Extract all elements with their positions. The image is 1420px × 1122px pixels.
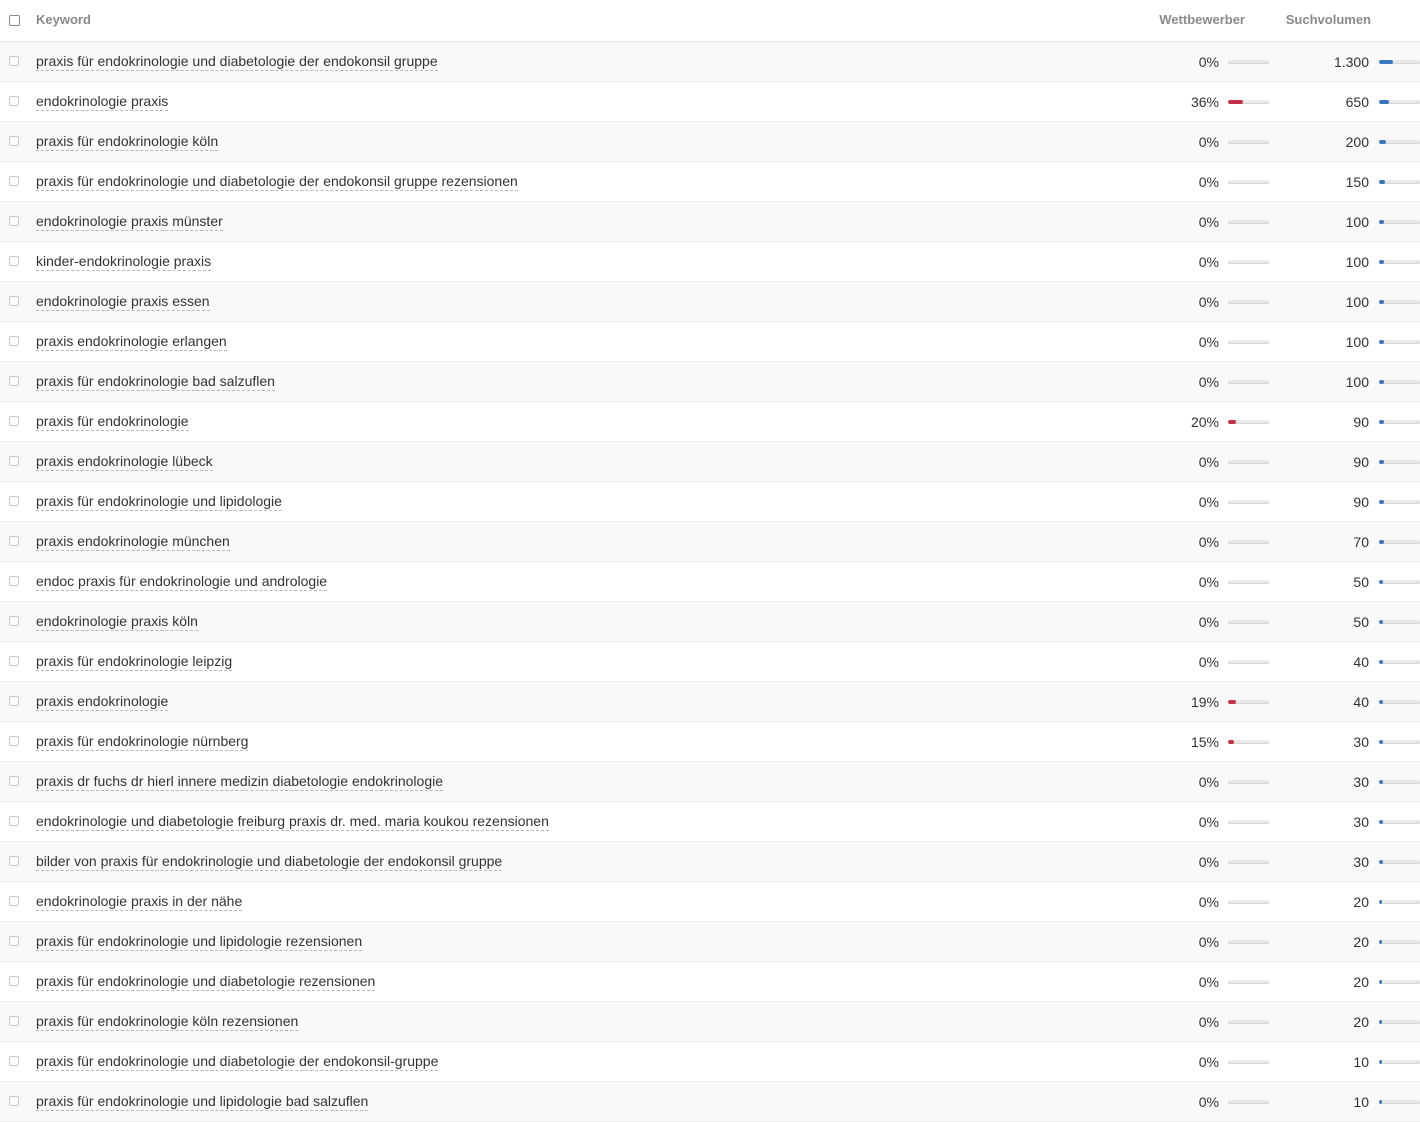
volume-value: 150 xyxy=(1345,174,1369,190)
keyword-link[interactable]: praxis für endokrinologie leipzig xyxy=(36,653,233,669)
keyword-link[interactable]: endokrinologie praxis köln xyxy=(36,613,198,629)
volume-bar xyxy=(1379,860,1420,864)
volume-bar xyxy=(1379,540,1420,544)
volume-bar xyxy=(1379,380,1420,384)
competition-value: 0% xyxy=(1198,654,1219,670)
volume-bar xyxy=(1379,740,1420,744)
competition-value: 0% xyxy=(1198,814,1219,830)
volume-bar-fill xyxy=(1379,820,1383,824)
volume-bar xyxy=(1379,580,1420,584)
table-row xyxy=(0,842,1420,882)
keyword-link[interactable]: kinder-endokrinologie praxis xyxy=(36,253,212,269)
volume-value: 200 xyxy=(1345,134,1369,150)
row-checkbox[interactable] xyxy=(9,936,19,946)
competition-bar xyxy=(1228,220,1269,224)
row-checkbox[interactable] xyxy=(9,456,19,466)
volume-bar-fill xyxy=(1379,460,1384,464)
volume-bar xyxy=(1379,60,1420,64)
competition-value: 0% xyxy=(1198,974,1219,990)
competition-value: 0% xyxy=(1198,894,1219,910)
row-checkbox[interactable] xyxy=(9,1016,19,1026)
competition-value: 20% xyxy=(1190,414,1219,430)
keyword-link[interactable]: praxis dr fuchs dr hierl innere medizin diabetologie endokrinologie xyxy=(36,773,444,789)
table-body xyxy=(0,42,1420,1122)
table-row xyxy=(0,682,1420,722)
keyword-link[interactable]: endokrinologie praxis in der nähe xyxy=(36,893,243,909)
volume-bar-fill xyxy=(1379,180,1385,184)
keyword-link[interactable]: endokrinologie praxis münster xyxy=(36,213,223,229)
volume-value: 30 xyxy=(1353,854,1369,870)
volume-bar xyxy=(1379,140,1420,144)
volume-bar-fill xyxy=(1379,100,1389,104)
row-checkbox[interactable] xyxy=(9,776,19,786)
volume-bar-fill xyxy=(1379,380,1384,384)
keyword-link[interactable]: praxis endokrinologie xyxy=(36,693,169,709)
competition-bar xyxy=(1228,420,1269,424)
table-row xyxy=(0,1002,1420,1042)
keyword-link[interactable]: bilder von praxis für endokrinologie und diabetologie der endokonsil gruppe xyxy=(36,853,503,869)
row-checkbox[interactable] xyxy=(9,416,19,426)
volume-bar-fill xyxy=(1379,780,1383,784)
keyword-link[interactable]: praxis für endokrinologie und diabetologie der endokonsil gruppe rezensionen xyxy=(36,173,518,189)
volume-value: 100 xyxy=(1345,334,1369,350)
competition-bar-fill xyxy=(1228,700,1236,704)
competition-column-header[interactable]: Wettbewerber xyxy=(1159,12,1245,27)
competition-value: 0% xyxy=(1198,214,1219,230)
row-checkbox[interactable] xyxy=(9,216,19,226)
table-row xyxy=(0,322,1420,362)
competition-value: 0% xyxy=(1198,574,1219,590)
volume-column-header[interactable]: Suchvolumen xyxy=(1285,12,1371,27)
volume-bar xyxy=(1379,460,1420,464)
table-row xyxy=(0,442,1420,482)
competition-value: 36% xyxy=(1190,94,1219,110)
volume-value: 20 xyxy=(1353,934,1369,950)
competition-bar xyxy=(1228,620,1269,624)
competition-value: 0% xyxy=(1198,774,1219,790)
volume-value: 100 xyxy=(1345,374,1369,390)
row-checkbox[interactable] xyxy=(9,736,19,746)
keyword-link[interactable]: praxis für endokrinologie xyxy=(36,413,189,429)
row-checkbox[interactable] xyxy=(9,376,19,386)
keyword-link[interactable]: praxis für endokrinologie köln xyxy=(36,133,219,149)
volume-value: 100 xyxy=(1345,214,1369,230)
volume-bar-fill xyxy=(1379,260,1384,264)
keyword-column-header[interactable]: Keyword xyxy=(36,12,91,27)
competition-bar-fill xyxy=(1228,740,1234,744)
volume-bar-fill xyxy=(1379,220,1384,224)
competition-bar xyxy=(1228,380,1269,384)
volume-bar-fill xyxy=(1379,300,1384,304)
keyword-link[interactable]: praxis endokrinologie erlangen xyxy=(36,333,227,349)
volume-value: 30 xyxy=(1353,734,1369,750)
volume-bar xyxy=(1379,1060,1420,1064)
competition-bar xyxy=(1228,900,1269,904)
keyword-link[interactable]: praxis für endokrinologie und lipidologie bad salzuflen xyxy=(36,1093,369,1109)
volume-value: 90 xyxy=(1353,454,1369,470)
table-row xyxy=(0,1082,1420,1122)
keyword-link[interactable]: endoc praxis für endokrinologie und andrologie xyxy=(36,573,328,589)
volume-value: 20 xyxy=(1353,974,1369,990)
row-checkbox[interactable] xyxy=(9,136,19,146)
table-row xyxy=(0,82,1420,122)
volume-value: 30 xyxy=(1353,814,1369,830)
volume-value: 1.300 xyxy=(1333,54,1369,70)
competition-value: 0% xyxy=(1198,1094,1219,1110)
competition-bar-fill xyxy=(1228,420,1236,424)
volume-bar-fill xyxy=(1379,340,1384,344)
volume-bar-fill xyxy=(1379,1100,1382,1104)
table-row xyxy=(0,522,1420,562)
competition-value: 0% xyxy=(1198,854,1219,870)
table-row xyxy=(0,282,1420,322)
keyword-link[interactable]: praxis für endokrinologie und diabetologie der endokonsil gruppe xyxy=(36,53,438,69)
table-row xyxy=(0,722,1420,762)
volume-bar xyxy=(1379,180,1420,184)
competition-bar xyxy=(1228,340,1269,344)
row-checkbox[interactable] xyxy=(9,296,19,306)
volume-value: 20 xyxy=(1353,1014,1369,1030)
volume-value: 650 xyxy=(1345,94,1369,110)
keyword-link[interactable]: praxis für endokrinologie und diabetologie der endokonsil-gruppe xyxy=(36,1053,439,1069)
volume-bar-fill xyxy=(1379,500,1384,504)
row-checkbox[interactable] xyxy=(9,976,19,986)
competition-bar xyxy=(1228,780,1269,784)
volume-bar xyxy=(1379,420,1420,424)
row-checkbox[interactable] xyxy=(9,96,19,106)
volume-bar-fill xyxy=(1379,140,1386,144)
row-checkbox[interactable] xyxy=(9,496,19,506)
keyword-link[interactable]: praxis für endokrinologie und lipidologie rezensionen xyxy=(36,933,363,949)
keyword-link[interactable]: endokrinologie praxis essen xyxy=(36,293,210,309)
competition-bar xyxy=(1228,140,1269,144)
keyword-link[interactable]: praxis endokrinologie lübeck xyxy=(36,453,213,469)
table-row xyxy=(0,882,1420,922)
competition-value: 0% xyxy=(1198,534,1219,550)
competition-value: 0% xyxy=(1198,934,1219,950)
table-row xyxy=(0,602,1420,642)
table-row xyxy=(0,762,1420,802)
volume-bar-fill xyxy=(1379,420,1384,424)
table-row xyxy=(0,162,1420,202)
table-row xyxy=(0,122,1420,162)
volume-bar xyxy=(1379,220,1420,224)
volume-bar xyxy=(1379,980,1420,984)
competition-bar xyxy=(1228,500,1269,504)
competition-value: 0% xyxy=(1198,494,1219,510)
table-row xyxy=(0,482,1420,522)
table-row xyxy=(0,402,1420,442)
volume-value: 40 xyxy=(1353,654,1369,670)
row-checkbox[interactable] xyxy=(9,616,19,626)
competition-bar xyxy=(1228,180,1269,184)
volume-value: 90 xyxy=(1353,414,1369,430)
volume-bar-fill xyxy=(1379,580,1383,584)
row-checkbox[interactable] xyxy=(9,536,19,546)
volume-bar-fill xyxy=(1379,900,1382,904)
competition-value: 0% xyxy=(1198,174,1219,190)
keyword-link[interactable]: praxis für endokrinologie köln rezensionen xyxy=(36,1013,299,1029)
competition-value: 0% xyxy=(1198,454,1219,470)
volume-value: 40 xyxy=(1353,694,1369,710)
row-checkbox[interactable] xyxy=(9,696,19,706)
volume-bar-fill xyxy=(1379,620,1383,624)
competition-value: 0% xyxy=(1198,294,1219,310)
row-checkbox[interactable] xyxy=(9,896,19,906)
volume-bar xyxy=(1379,340,1420,344)
volume-bar xyxy=(1379,1020,1420,1024)
row-checkbox[interactable] xyxy=(9,576,19,586)
row-checkbox[interactable] xyxy=(9,656,19,666)
volume-bar xyxy=(1379,620,1420,624)
competition-value: 0% xyxy=(1198,54,1219,70)
keyword-link[interactable]: praxis für endokrinologie und diabetologie rezensionen xyxy=(36,973,376,989)
table-row xyxy=(0,562,1420,602)
keyword-link[interactable]: praxis für endokrinologie bad salzuflen xyxy=(36,373,275,389)
competition-bar xyxy=(1228,940,1269,944)
volume-bar-fill xyxy=(1379,700,1383,704)
volume-bar xyxy=(1379,820,1420,824)
competition-value: 0% xyxy=(1198,334,1219,350)
table-row xyxy=(0,1042,1420,1082)
volume-value: 50 xyxy=(1353,614,1369,630)
volume-value: 100 xyxy=(1345,294,1369,310)
competition-bar xyxy=(1228,980,1269,984)
table-row xyxy=(0,962,1420,1002)
volume-bar xyxy=(1379,500,1420,504)
volume-bar xyxy=(1379,100,1420,104)
volume-bar xyxy=(1379,260,1420,264)
volume-value: 10 xyxy=(1353,1094,1369,1110)
row-checkbox[interactable] xyxy=(9,336,19,346)
competition-value: 15% xyxy=(1190,734,1219,750)
volume-bar xyxy=(1379,660,1420,664)
competition-value: 0% xyxy=(1198,254,1219,270)
table-row xyxy=(0,42,1420,82)
row-checkbox[interactable] xyxy=(9,856,19,866)
volume-value: 20 xyxy=(1353,894,1369,910)
table-row xyxy=(0,362,1420,402)
keyword-link[interactable]: praxis für endokrinologie nürnberg xyxy=(36,733,249,749)
volume-bar-fill xyxy=(1379,660,1383,664)
volume-bar xyxy=(1379,780,1420,784)
competition-value: 0% xyxy=(1198,1014,1219,1030)
competition-bar-fill xyxy=(1228,100,1243,104)
competition-bar xyxy=(1228,820,1269,824)
competition-bar xyxy=(1228,740,1269,744)
row-checkbox[interactable] xyxy=(9,56,19,66)
competition-bar xyxy=(1228,460,1269,464)
competition-bar xyxy=(1228,260,1269,264)
competition-value: 0% xyxy=(1198,134,1219,150)
volume-value: 30 xyxy=(1353,774,1369,790)
competition-bar xyxy=(1228,540,1269,544)
volume-value: 50 xyxy=(1353,574,1369,590)
table-header xyxy=(0,0,1420,42)
volume-bar xyxy=(1379,700,1420,704)
volume-value: 10 xyxy=(1353,1054,1369,1070)
keyword-link[interactable]: endokrinologie und diabetologie freiburg praxis dr. med. maria koukou rezensionen xyxy=(36,813,549,829)
table-row xyxy=(0,922,1420,962)
volume-bar xyxy=(1379,1100,1420,1104)
competition-bar xyxy=(1228,860,1269,864)
competition-bar xyxy=(1228,300,1269,304)
table-row xyxy=(0,802,1420,842)
volume-bar-fill xyxy=(1379,940,1382,944)
competition-value: 0% xyxy=(1198,374,1219,390)
competition-bar xyxy=(1228,1060,1269,1064)
volume-value: 90 xyxy=(1353,494,1369,510)
volume-bar-fill xyxy=(1379,1020,1382,1024)
competition-bar xyxy=(1228,1020,1269,1024)
volume-bar-fill xyxy=(1379,980,1382,984)
keyword-link[interactable]: endokrinologie praxis xyxy=(36,93,169,109)
volume-bar-fill xyxy=(1379,60,1393,64)
volume-value: 70 xyxy=(1353,534,1369,550)
competition-value: 19% xyxy=(1190,694,1219,710)
row-checkbox[interactable] xyxy=(9,176,19,186)
competition-bar xyxy=(1228,60,1269,64)
row-checkbox[interactable] xyxy=(9,1056,19,1066)
volume-value: 100 xyxy=(1345,254,1369,270)
volume-bar xyxy=(1379,300,1420,304)
table-row xyxy=(0,202,1420,242)
competition-bar xyxy=(1228,1100,1269,1104)
table-row xyxy=(0,642,1420,682)
keyword-link[interactable]: praxis endokrinologie münchen xyxy=(36,533,230,549)
competition-value: 0% xyxy=(1198,1054,1219,1070)
volume-bar-fill xyxy=(1379,860,1383,864)
volume-bar-fill xyxy=(1379,540,1384,544)
competition-bar xyxy=(1228,660,1269,664)
row-checkbox[interactable] xyxy=(9,1096,19,1106)
row-checkbox[interactable] xyxy=(9,816,19,826)
volume-bar-fill xyxy=(1379,1060,1382,1064)
volume-bar-fill xyxy=(1379,740,1383,744)
select-all-checkbox[interactable] xyxy=(9,15,20,26)
keyword-link[interactable]: praxis für endokrinologie und lipidologie xyxy=(36,493,282,509)
competition-value: 0% xyxy=(1198,614,1219,630)
volume-bar xyxy=(1379,900,1420,904)
competition-bar xyxy=(1228,580,1269,584)
volume-bar xyxy=(1379,940,1420,944)
competition-bar xyxy=(1228,700,1269,704)
row-checkbox[interactable] xyxy=(9,256,19,266)
competition-bar xyxy=(1228,100,1269,104)
table-row xyxy=(0,242,1420,282)
